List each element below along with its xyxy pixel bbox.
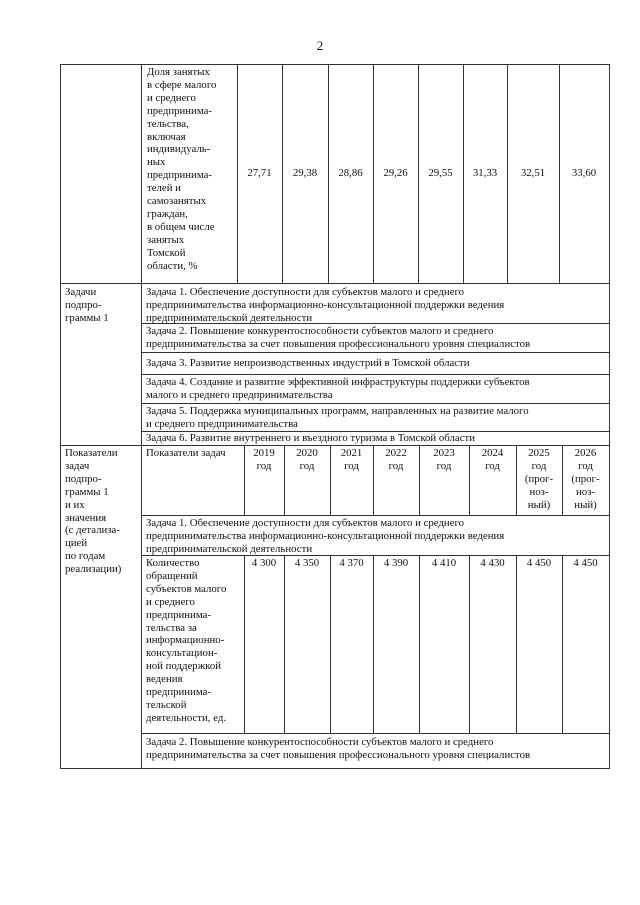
share-value-2025: 32,51: [520, 167, 546, 179]
share-value-2021: 28,86: [338, 167, 363, 179]
task-2-repeat: Задача 2. Повышение конкурентоспособности субъектов малого и среднего предпринимательства за счет повышения профессионального уровня специалистов: [146, 736, 531, 761]
count-value-2021: 4 370: [339, 557, 364, 569]
task-4: Задача 4. Создание и развитие эффективной инфраструктуры поддержки субъектов малого и среднего предпринимательства: [146, 376, 530, 401]
header-year-2024: 2024 год: [481, 447, 504, 472]
task-1: Задача 1. Обеспечение доступности для субъектов малого и среднего предпринимательства информационно-консультационной поддержки ведения предпринимательской деятельности: [146, 286, 505, 324]
header-year-2021: 2021 год: [340, 447, 363, 472]
count-value-2022: 4 390: [383, 557, 409, 569]
header-year-2023: 2023 год: [433, 447, 455, 472]
header-year-2020: 2020 год: [296, 447, 318, 472]
count-value-2025: 4 450: [526, 557, 552, 569]
count-value-2024: 4 430: [480, 557, 505, 569]
task-1-repeat: Задача 1. Обеспечение доступности для субъектов малого и среднего предпринимательства информационно-консультационной поддержки ведения предпринимательской деятельности: [146, 517, 505, 555]
task-2: Задача 2. Повышение конкурентоспособности субъектов малого и среднего предпринимательства за счет повышения профессионального уровня специалистов: [146, 325, 531, 350]
count-value-2019: 4 300: [251, 557, 277, 569]
count-value-2023: 4 410: [431, 557, 457, 569]
share-value-2020: 29,38: [292, 167, 318, 179]
page-number: 2: [316, 38, 324, 53]
task-6: Задача 6. Развитие внутреннего и въездного туризма в Томской области: [146, 432, 476, 444]
tasks-section-label: Задачи подпро- граммы 1: [65, 286, 109, 324]
indicators-section-label: Показатели задач подпро- граммы 1 и их значения (с детализа- цией по годам реализации): [65, 447, 122, 576]
share-indicator-label: Доля занятых в сфере малого и среднего предпринима- тельства, включая индивидуаль- ных предпринима- телей и самозанятых граждан, в общем числе занятых Томской области, %: [147, 66, 217, 272]
count-value-2026: 4 450: [573, 557, 598, 569]
count-value-2020: 4 350: [294, 557, 320, 569]
header-indicator: Показатели задач: [146, 447, 226, 459]
task-3: Задача 3. Развитие непроизводственных индустрий в Томской области: [146, 357, 470, 369]
header-year-2025: 2025 год (прог- ноз- ный): [524, 447, 554, 511]
share-value-2026: 33,60: [571, 167, 597, 179]
share-value-2023: 29,55: [428, 167, 453, 179]
header-year-2019: 2019 год: [253, 447, 275, 472]
share-value-2024: 31,33: [472, 167, 498, 179]
count-indicator-label: Количество обращений субъектов малого и среднего предпринима- тельства за информационно- консультацион- ной поддержкой ведения предпринима- тельской деятельности, ед.: [146, 557, 227, 724]
header-year-2022: 2022 год: [385, 447, 407, 472]
share-value-2022: 29,26: [383, 167, 408, 179]
task-5: Задача 5. Поддержка муниципальных программ, направленных на развитие малого и среднего предпринимательства: [146, 405, 529, 430]
header-year-2026: 2026 год (прог- ноз- ный): [571, 447, 600, 511]
share-value-2019: 27,71: [247, 167, 272, 179]
